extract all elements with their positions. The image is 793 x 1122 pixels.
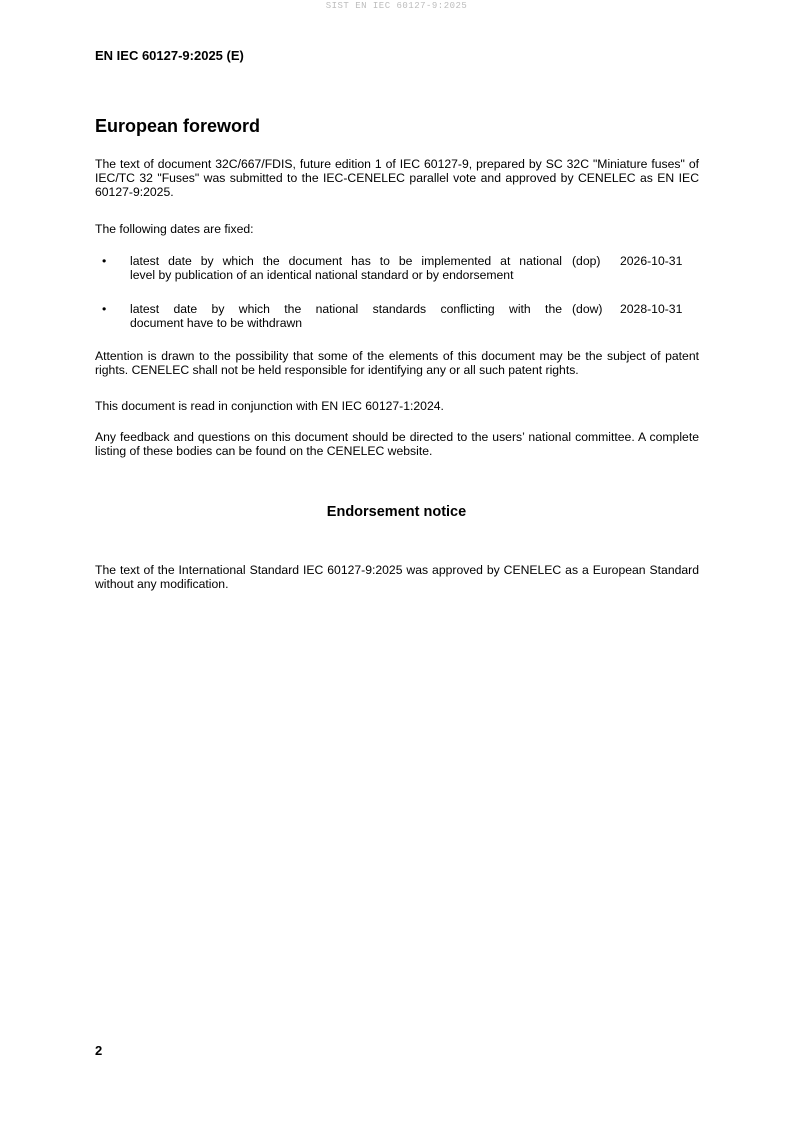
date-item-line-2: document have to be withdrawn [130, 316, 303, 330]
foreword-paragraph-2: The following dates are fixed: [95, 222, 254, 236]
date-item-abbreviation: (dow) [572, 302, 603, 316]
date-item-line-1: latest date by which the document has to be implemented at national [130, 254, 562, 268]
date-item-line-1: latest date by which the national standards conflicting with the [130, 302, 562, 316]
watermark: SIST EN IEC 60127-9:2025 [325, 1, 468, 11]
date-item-value: 2028-10-31 [620, 302, 683, 316]
date-list-item-dow [95, 302, 699, 332]
document-header: EN IEC 60127-9:2025 (E) [95, 48, 244, 63]
bullet-icon: • [102, 302, 107, 316]
foreword-paragraph-conjunction: This document is read in conjunction with EN IEC 60127-1:2024. [95, 399, 444, 413]
date-item-line-2: level by publication of an identical national standard or by endorsement [130, 268, 514, 282]
endorsement-paragraph: The text of the International Standard IEC 60127-9:2025 was approved by CENELEC as a European Standard without any modification. [95, 563, 699, 591]
endorsement-title: Endorsement notice [326, 504, 467, 520]
page-number: 2 [95, 1043, 103, 1058]
bullet-icon: • [102, 254, 107, 268]
section-title: European foreword [95, 116, 261, 136]
foreword-paragraph-1: The text of document 32C/667/FDIS, future edition 1 of IEC 60127-9, prepared by SC 32C "Miniature fuses" of IEC/TC 32 "Fuses" was submitted to the IEC-CENELEC parallel vote and approved by CENELEC as EN IEC 60127-9:2025. [95, 157, 699, 199]
foreword-paragraph-feedback: Any feedback and questions on this document should be directed to the users’ national committee. A complete listing of these bodies can be found on the CENELEC website. [95, 430, 699, 458]
date-item-description [130, 302, 562, 330]
foreword-paragraph-patent: Attention is drawn to the possibility that some of the elements of this document may be the subject of patent rights. CENELEC shall not be held responsible for identifying any or all such patent rights. [95, 349, 699, 377]
date-item-description [130, 254, 562, 282]
date-list-item-dop [95, 254, 699, 284]
date-item-abbreviation: (dop) [572, 254, 601, 268]
date-item-value: 2026-10-31 [620, 254, 683, 268]
